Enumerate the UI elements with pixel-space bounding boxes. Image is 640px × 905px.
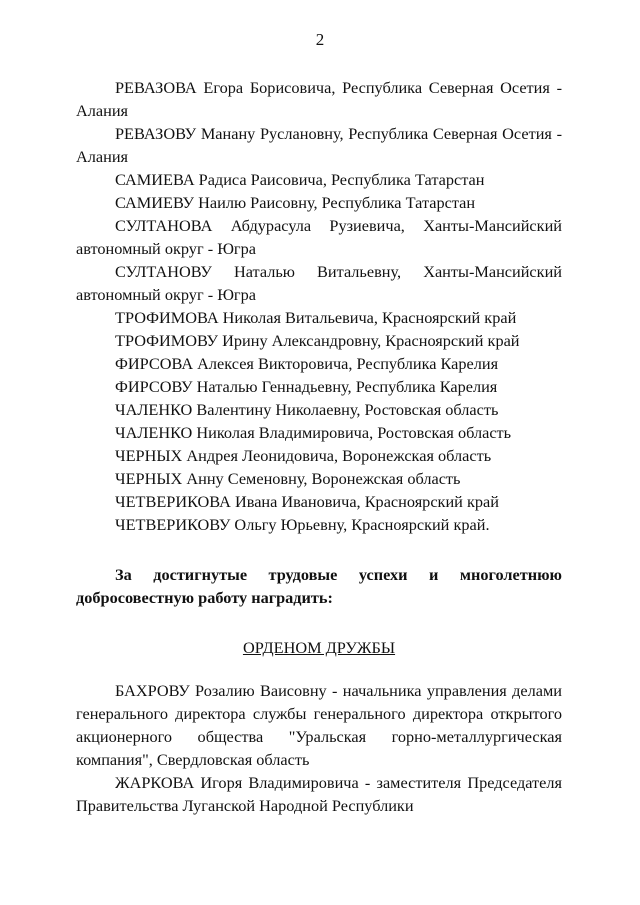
- page-number: 2: [315, 30, 325, 49]
- recipient-entry: ТРОФИМОВУ Ирину Александровну, Красноярский край: [115, 331, 520, 350]
- award-title: ОРДЕНОМ ДРУЖБЫ: [242, 638, 396, 657]
- recipient-entry: ФИРСОВА Алексея Викторовича, Республика Карелия: [115, 354, 499, 373]
- document-body: [76, 76, 562, 817]
- recipients-list: [76, 76, 562, 536]
- recipient-entry: ЧЕРНЫХ Анну Семеновну, Воронежская область: [115, 469, 461, 488]
- recipient-entry: ФИРСОВУ Наталью Геннадьевну, Республика Карелия: [115, 377, 498, 396]
- award-intro-paragraph: За достигнутые трудовые успехи и многолетнюю добросовестную работу наградить:: [76, 565, 562, 607]
- recipient-entry: ЧЕТВЕРИКОВУ Ольгу Юрьевну, Красноярский край.: [115, 515, 490, 534]
- award-recipient-entry: ЖАРКОВА Игоря Владимировича - заместителя Председателя Правительства Луганской Народной Республики: [76, 773, 562, 815]
- recipient-entry: ЧАЛЕНКО Валентину Николаевну, Ростовская область: [115, 400, 499, 419]
- award-recipients-list: [76, 679, 562, 817]
- award-recipient-entry: БАХРОВУ Розалию Ваисовну - начальника управления делами генерального директора службы генерального директора открытого акционерного общества "Уральская горно-металлургическая компания", Свердловская область: [76, 681, 562, 769]
- recipient-entry: СУЛТАНОВА Абдурасула Рузиевича, Ханты-Мансийский автономный округ - Югра: [76, 216, 562, 258]
- recipient-entry: САМИЕВА Радиса Раисовича, Республика Татарстан: [115, 170, 485, 189]
- recipient-entry: САМИЕВУ Наилю Раисовну, Республика Татарстан: [115, 193, 476, 212]
- recipient-entry: РЕВАЗОВУ Манану Руслановну, Республика Северная Осетия - Алания: [76, 124, 562, 166]
- recipient-entry: СУЛТАНОВУ Наталью Витальевну, Ханты-Мансийский автономный округ - Югра: [76, 262, 562, 304]
- recipient-entry: ЧАЛЕНКО Николая Владимировича, Ростовская область: [115, 423, 512, 442]
- recipient-entry: ЧЕТВЕРИКОВА Ивана Ивановича, Красноярский край: [115, 492, 499, 511]
- recipient-entry: ТРОФИМОВА Николая Витальевича, Красноярский край: [115, 308, 517, 327]
- recipient-entry: РЕВАЗОВА Егора Борисовича, Республика Северная Осетия - Алания: [76, 78, 562, 120]
- recipient-entry: ЧЕРНЫХ Андрея Леонидовича, Воронежская область: [115, 446, 492, 465]
